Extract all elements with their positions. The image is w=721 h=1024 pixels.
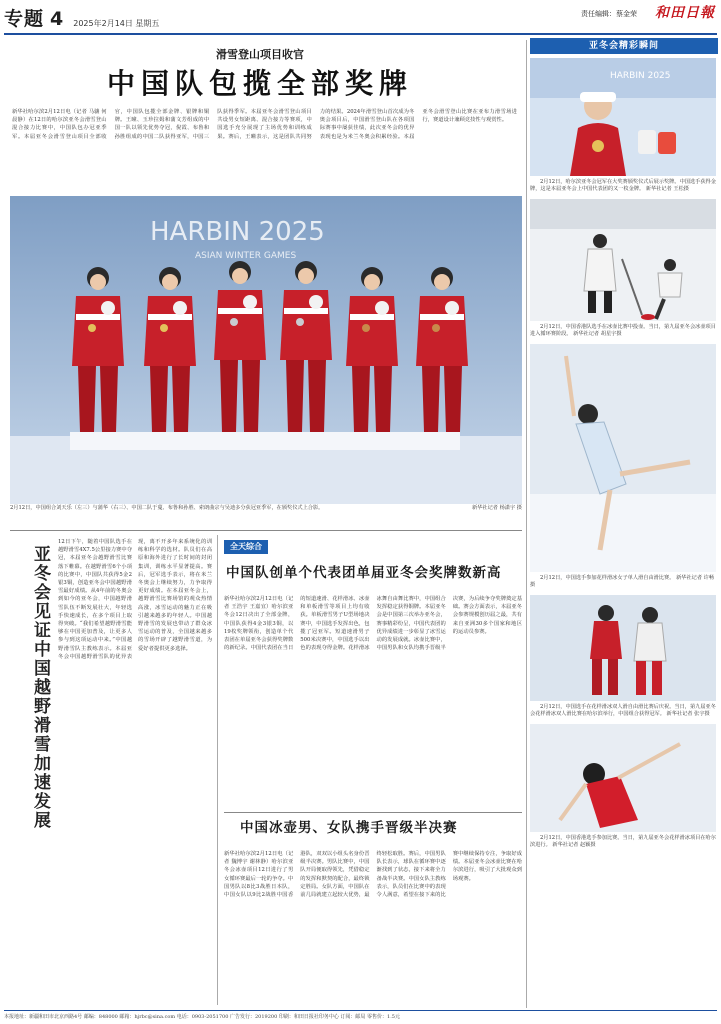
caption-text: 2月12日，中国组合刘天乐（左三）与蒲华（右三）、中国二队于蔓、布鲁和孙胜、索朗曲宗与吴迪多分获冠亚季军，在颁奖仪式上合影。	[10, 505, 324, 511]
sidebar-caption-3	[530, 575, 718, 589]
divider	[10, 530, 522, 531]
sidebar-photo-figure-skater	[530, 344, 716, 572]
sidebar-caption-5	[530, 835, 718, 849]
header-rule	[4, 33, 717, 35]
top-story-title: 中国队包揽全部奖牌	[106, 67, 413, 100]
section-tag: 全天综合	[224, 540, 268, 554]
column-divider	[526, 40, 527, 1008]
section3-title: 中国冰壶男、女队携手晋级半决赛	[240, 820, 458, 836]
photo-credit: 新华社记者 杨潇宇 摄	[472, 505, 522, 511]
sidebar-photo-curling	[530, 199, 716, 321]
sidebar-photo-red-skater	[530, 724, 716, 832]
photo-credit: 新华社记者 王松摄	[645, 186, 689, 193]
caption-text: 2月12日，中国选手参加花样滑冰女子单人滑自由滑比赛。	[540, 575, 675, 582]
feature-body: 12日下午，随着中国队选手在越野滑雪4X7.5公里接力赛中夺冠，本届亚冬会越野滑雪比赛落下帷幕。在越野滑雪6个小项的比赛中，中国队共获得5金2银3铜，创造亚冬会中国越野滑雪最好成绩。从4年前的冬奥会到如今的亚冬会，中国越野滑雪队伍不断发展壮大，年轻选手快速成长，在多个项目上取得突破。“我们希望越野滑雪能够在中国更加普及，让更多人参与到这项运动中来。”中国越野滑雪队主教练表示。本届亚冬会中国越野滑雪队的优异表现，离不开多年来系统化的训练和科学的选材。队员们在高原和海外进行了长时间的封闭集训，训练水平显著提高。赛后，冠军选手表示，将在米兰冬奥会上继续努力，力争取得更好成绩。在本届亚冬会上，越野滑雪比赛场馆的观众热情高涨，冰雪运动的魅力正在吸引越来越多的年轻人。中国越野滑雪的发展也带动了群众冰雪运动的普及，全国越来越多的雪场开辟了越野滑雪道，为爱好者提供更多选择。	[58, 539, 212, 660]
page-number: 4	[50, 8, 64, 31]
feature-vertical-title: 亚冬会见证中国越野滑雪加速发展	[30, 545, 50, 830]
section3-body: 新华社哈尔滨2月12日电（记者 魏博宇 谢林静）哈尔滨亚冬会冰壶项目12日进行了男女循环赛最后一轮的争夺。中国男队以8比3战胜日本队，中国女队以9比2战胜中国香港队，双双以小组头名身份晋级半决赛。男队比赛中，中国队开局便取得领先，凭借稳定的发挥和默契的配合，最终锁定胜局。女队方面，中国队在前几局就建立起较大优势，最终轻松取胜。赛后，中国男队队长表示，球队在循环赛中逐渐找到了状态，接下来将全力备战半决赛。中国女队主教练表示，队员们在比赛中的表现令人满意，希望在接下来的比赛中继续保持专注，争取好成绩。本届亚冬会冰壶比赛在哈尔滨进行，吸引了大批观众到场观赛。	[224, 851, 522, 899]
sidebar-photo-medalist	[530, 58, 716, 176]
photo-credit: 新华社记者 胡星宇摄	[573, 331, 622, 338]
divider	[224, 812, 522, 813]
caption-text: 2月12日，中国香港选手参加比赛。当日，第九届亚冬会花样滑冰项目在哈尔滨进行。	[530, 835, 716, 849]
issue-date: 2025年2月14日 星期五	[73, 18, 160, 28]
page-footer: 本报地址：新疆和田市北京西路4号 邮编：848000 邮箱：hjrbc@sina.com 电话：0903-2051700 广告发行：2019200 印刷：和田日报社印务中心 订阅：邮局 零售价：1.5元	[4, 1010, 717, 1021]
banner-text: HARBIN 2025	[150, 217, 325, 247]
section2-body: 新华社哈尔滨2月12日电（记者 王浩宇 王嘉宜）哈尔滨亚冬会12日决出了全部金牌，中国队获得4金3银3铜，以19枚奖牌领衔，创造单个代表团在单届亚冬会获得奖牌数的新纪录。中国代表团在当日的短道速滑、花样滑冰、冰壶和单板滑雪等项目上均有收获。单板滑雪男子U型场地决赛中，中国选手发挥出色，包揽了冠亚军。短道速滑男子500米决赛中，中国选手以出色的表现夺得金牌。花样滑冰冰舞自由舞比赛中，中国组合发挥稳定获得铜牌。本届亚冬会是中国第三次举办亚冬会，赛事精彩纷呈，中国代表团的优异成绩进一步彰显了冰雪运动的发展成就。冰壶比赛中，中国男队和女队均携手晋级半决赛，为后续争夺奖牌奠定基础。赛会方面表示，本届亚冬会参赛规模创历届之最，共有来自亚洲30多个国家和地区的运动员参赛。	[224, 596, 522, 652]
top-story-kicker: 滑雪登山项目收官	[216, 48, 304, 61]
section2-title: 中国队创单个代表团单届亚冬会奖牌数新高	[226, 565, 502, 581]
page-header	[0, 0, 721, 34]
photo-credit: 新华社记者 许畅摄	[530, 575, 715, 589]
sidebar-title: 亚冬会精彩瞬间	[530, 38, 718, 54]
section-label: 专题	[4, 8, 45, 31]
sidebar-photo-column	[530, 38, 718, 1008]
banner-subtext: ASIAN WINTER GAMES	[195, 251, 297, 261]
column-divider	[217, 535, 218, 1005]
sidebar-caption-2	[530, 324, 718, 338]
podium-photo	[10, 196, 522, 504]
caption-text: 2月12日，中国选手在花样滑冰双人滑自由滑比赛后庆祝。当日，第九届亚冬会花样滑冰双人滑比赛在哈尔滨举行，中国组合获得冠军。	[530, 704, 716, 718]
caption-text: 2月12日，中国香港队选手在冰壶比赛中投壶。当日，第九届亚冬会冰壶项目进入循环赛阶段。	[530, 324, 716, 338]
editor-credit: 责任编辑：蔡金荣	[581, 10, 637, 19]
top-story-body: 新华社哈尔滨2月12日电（记者 马骧 何晨静）在12日的哈尔滨亚冬会滑雪登山混合接力比赛中，中国队包办冠亚季军。本届亚冬会滑雪登山项目全部收官，中国队包揽全部金牌、银牌和铜牌。王曈、玉珍拉姆和蒲文芳组成的中国一队以领先优势夺冠，倪霞、布鲁和孙胜组成的中国二队获得亚军，中国三队获得季军。本届亚冬会滑雪登山项目共设男女短距离、混合接力等赛项，中国选手充分展现了主场优势和训练成果。赛后，王曈表示，这是团队共同努力的结果。2024年滑雪登山首次成为冬奥会项目后，中国滑雪登山队在各项国际赛事中屡获佳绩，此次亚冬会的优异表现也是为米兰冬奥会积累经验。本届亚冬会滑雪登山比赛在亚布力滑雪场进行，赛道设计兼顾竞技性与观赏性。	[12, 109, 517, 140]
caption-text: 2月12日，哈尔滨亚冬会冠军在大奖赛颁奖仪式后展示奖牌。中国选手获得金牌，这是本届亚冬会上中国代表团的又一枚金牌。	[530, 179, 716, 193]
photo-credit: 新华社记者 赵颖摄	[552, 842, 596, 849]
photo-credit: 新华社记者 张宇摄	[666, 711, 710, 718]
podium-photo-caption	[10, 505, 522, 512]
sidebar-caption-4	[530, 704, 718, 718]
sidebar-photo-pair-skaters	[530, 595, 716, 701]
newspaper-logo: 和田日報	[655, 5, 715, 21]
sidebar-banner-text: HARBIN 2025	[610, 71, 671, 81]
sidebar-caption-1	[530, 179, 718, 193]
